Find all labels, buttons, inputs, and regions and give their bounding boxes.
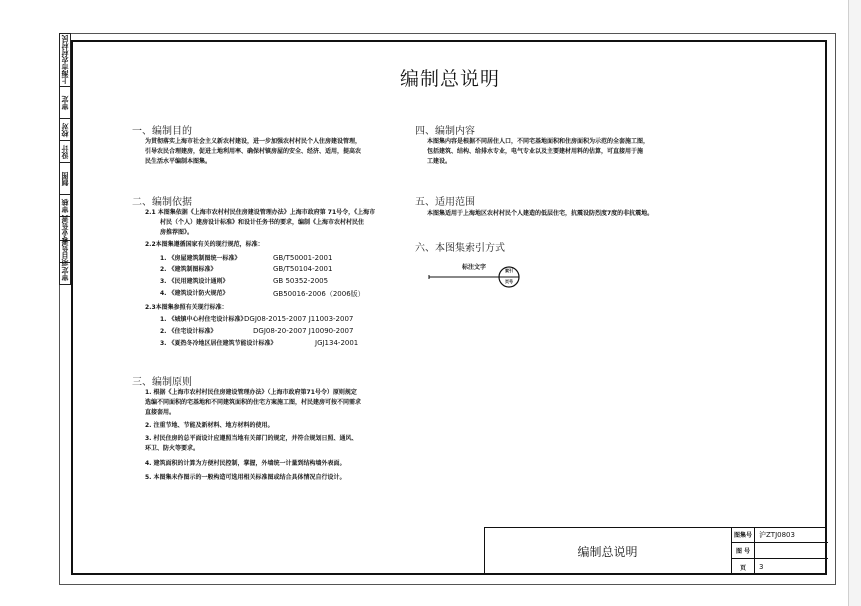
section-principles-line: 选编不同面积的宅基地和不同建筑面积的住宅方案施工图，村民建房可按不同需求 — [145, 399, 362, 406]
standard-name: 2. 《建筑制图标准》 — [160, 266, 217, 273]
title-block-name: 编制总说明 — [577, 544, 638, 559]
title-block-row — [732, 543, 828, 559]
section-basis-heading: 二、编制依据 — [132, 197, 192, 208]
strip-cell-discipline: 专业负责 — [61, 214, 69, 243]
strip-cell-check: 校对 — [59, 119, 71, 141]
standard-code: GB/T50104-2001 — [273, 265, 333, 273]
section-scope-heading: 五、适用范围 — [415, 197, 475, 208]
section-principles-line: 1. 根据《上海市农村村民住房建设管理办法》（上海市政府第71号令）原则规定 — [145, 389, 357, 396]
section-principles-line: 直接套用。 — [145, 409, 176, 416]
strip-cell-final: 审定 — [59, 263, 71, 285]
index-symbol-diagram — [425, 262, 525, 292]
standard-name: 2. 《住宅设计标准》 — [160, 328, 217, 335]
standard-name: 3. 《民用建筑设计通则》 — [160, 278, 229, 285]
strip-cell-design: 设计 — [59, 141, 71, 163]
section-basis-local-heading: 2.3本图集参照有关现行标准： — [145, 304, 228, 311]
section-basis-line: 村民（个人）建房设计标准》和设计任务书的要求，编制《上海市农村村民住 — [160, 219, 365, 226]
section-content-line: 本图集内容是根据不同居住人口，不同宅基地面积和住房面积为示范的全套施工图， — [427, 138, 650, 145]
title-block-value — [755, 543, 828, 558]
title-block-label: 页 — [732, 559, 755, 575]
section-principles-line: 5. 本图集未作图示的一般构造可选用相关标准图或结合具体情况自行设计。 — [145, 474, 346, 481]
section-principles-heading: 三、编制原则 — [132, 377, 192, 388]
section-basis-line: 房推荐图》。 — [160, 229, 194, 236]
scrollbar-strip[interactable] — [848, 0, 861, 606]
standard-name: 3. 《夏热冬冷地区居住建筑节能设计标准》 — [160, 340, 277, 347]
section-content-heading: 四、编制内容 — [415, 126, 475, 137]
section-basis-line: 2.1 本图集依据《上海市农村村民住房建设管理办法》上海市政府第 71号令，《上海市 — [145, 209, 376, 216]
strip-cell-project: 上海市农村村民 — [59, 33, 71, 87]
section-principles-line: 4. 建筑面积的计算为方便村民控制，掌握，外墙统一计量到结构墙外表面。 — [145, 460, 346, 467]
standard-code: GB/T50001-2001 — [273, 254, 333, 262]
section-purpose-line: 引导农民合理建房，促进土地利用率、确保村镇房屋的安全、经济、适用，提高农 — [145, 148, 362, 155]
section-purpose-heading: 一、编制目的 — [132, 126, 192, 137]
title-block-label: 图集号 — [732, 527, 755, 542]
section-index-heading: 六、本图集索引方式 — [415, 243, 505, 254]
standard-name: 1. 《城镇中心村住宅设计标准》 — [160, 316, 247, 323]
index-mark-bottom: 页号 — [505, 279, 513, 284]
strip-cell-approve: 审定 — [59, 87, 71, 119]
standard-code: DGJ08-20-2007 J10090-2007 — [253, 327, 354, 335]
title-block-row — [732, 559, 828, 575]
section-content-line: 包括建筑、结构、给排水专业，电气专业以及主要建材用料的估算，可直接用于施 — [427, 148, 644, 155]
section-principles-line: 环卫、防火等要求。 — [145, 445, 200, 452]
strip-cell-draw: 制图 — [59, 163, 71, 195]
signature-strip — [59, 33, 71, 285]
title-block-row — [732, 527, 828, 543]
standard-code: GB50016-2006（2006版） — [273, 290, 365, 298]
section-content-line: 工建设。 — [427, 158, 452, 165]
section-purpose-line: 民生活水平编制本图集。 — [145, 158, 212, 165]
index-label: 标注文字 — [462, 264, 487, 271]
strip-cell-lead: 项目负责 — [61, 237, 69, 266]
standard-name: 1. 《房屋建筑制图统一标准》 — [160, 255, 241, 262]
standard-code: GB 50352-2005 — [273, 277, 329, 285]
section-basis-line: 2.2本图集遵循国家有关的现行规范，标准： — [145, 241, 264, 248]
standard-code: DGJ08-2015-2007 J11003-2007 — [244, 315, 354, 323]
strip-cell-review: 审核 — [59, 195, 71, 217]
title-block-grid — [731, 527, 827, 575]
standard-code: JGJ134-2001 — [315, 339, 359, 347]
section-principles-line: 3. 村民住房的总平面设计应遵照当地有关部门的规定，并符合规划日照、通风、 — [145, 435, 358, 442]
title-block-value: 沪ZTJ0803 — [759, 530, 795, 539]
section-purpose-line: 为贯彻落实上海市社会主义新农村建设，进一步加强农村村民个人住房建设管理， — [145, 138, 362, 145]
section-principles-line: 2. 注重节地、节能及新材料、地方材料的使用。 — [145, 422, 274, 429]
index-mark-top: 索引 — [505, 268, 513, 273]
title-block-label: 图 号 — [732, 543, 755, 558]
page-title: 编制总说明 — [399, 68, 500, 90]
standard-name: 4. 《建筑设计防火规范》 — [160, 290, 229, 297]
title-block-value: 3 — [759, 563, 764, 571]
section-scope-line: 本图集适用于上海地区农村村民个人建造的低层住宅，抗震设防烈度7度的非抗震地。 — [427, 210, 654, 217]
